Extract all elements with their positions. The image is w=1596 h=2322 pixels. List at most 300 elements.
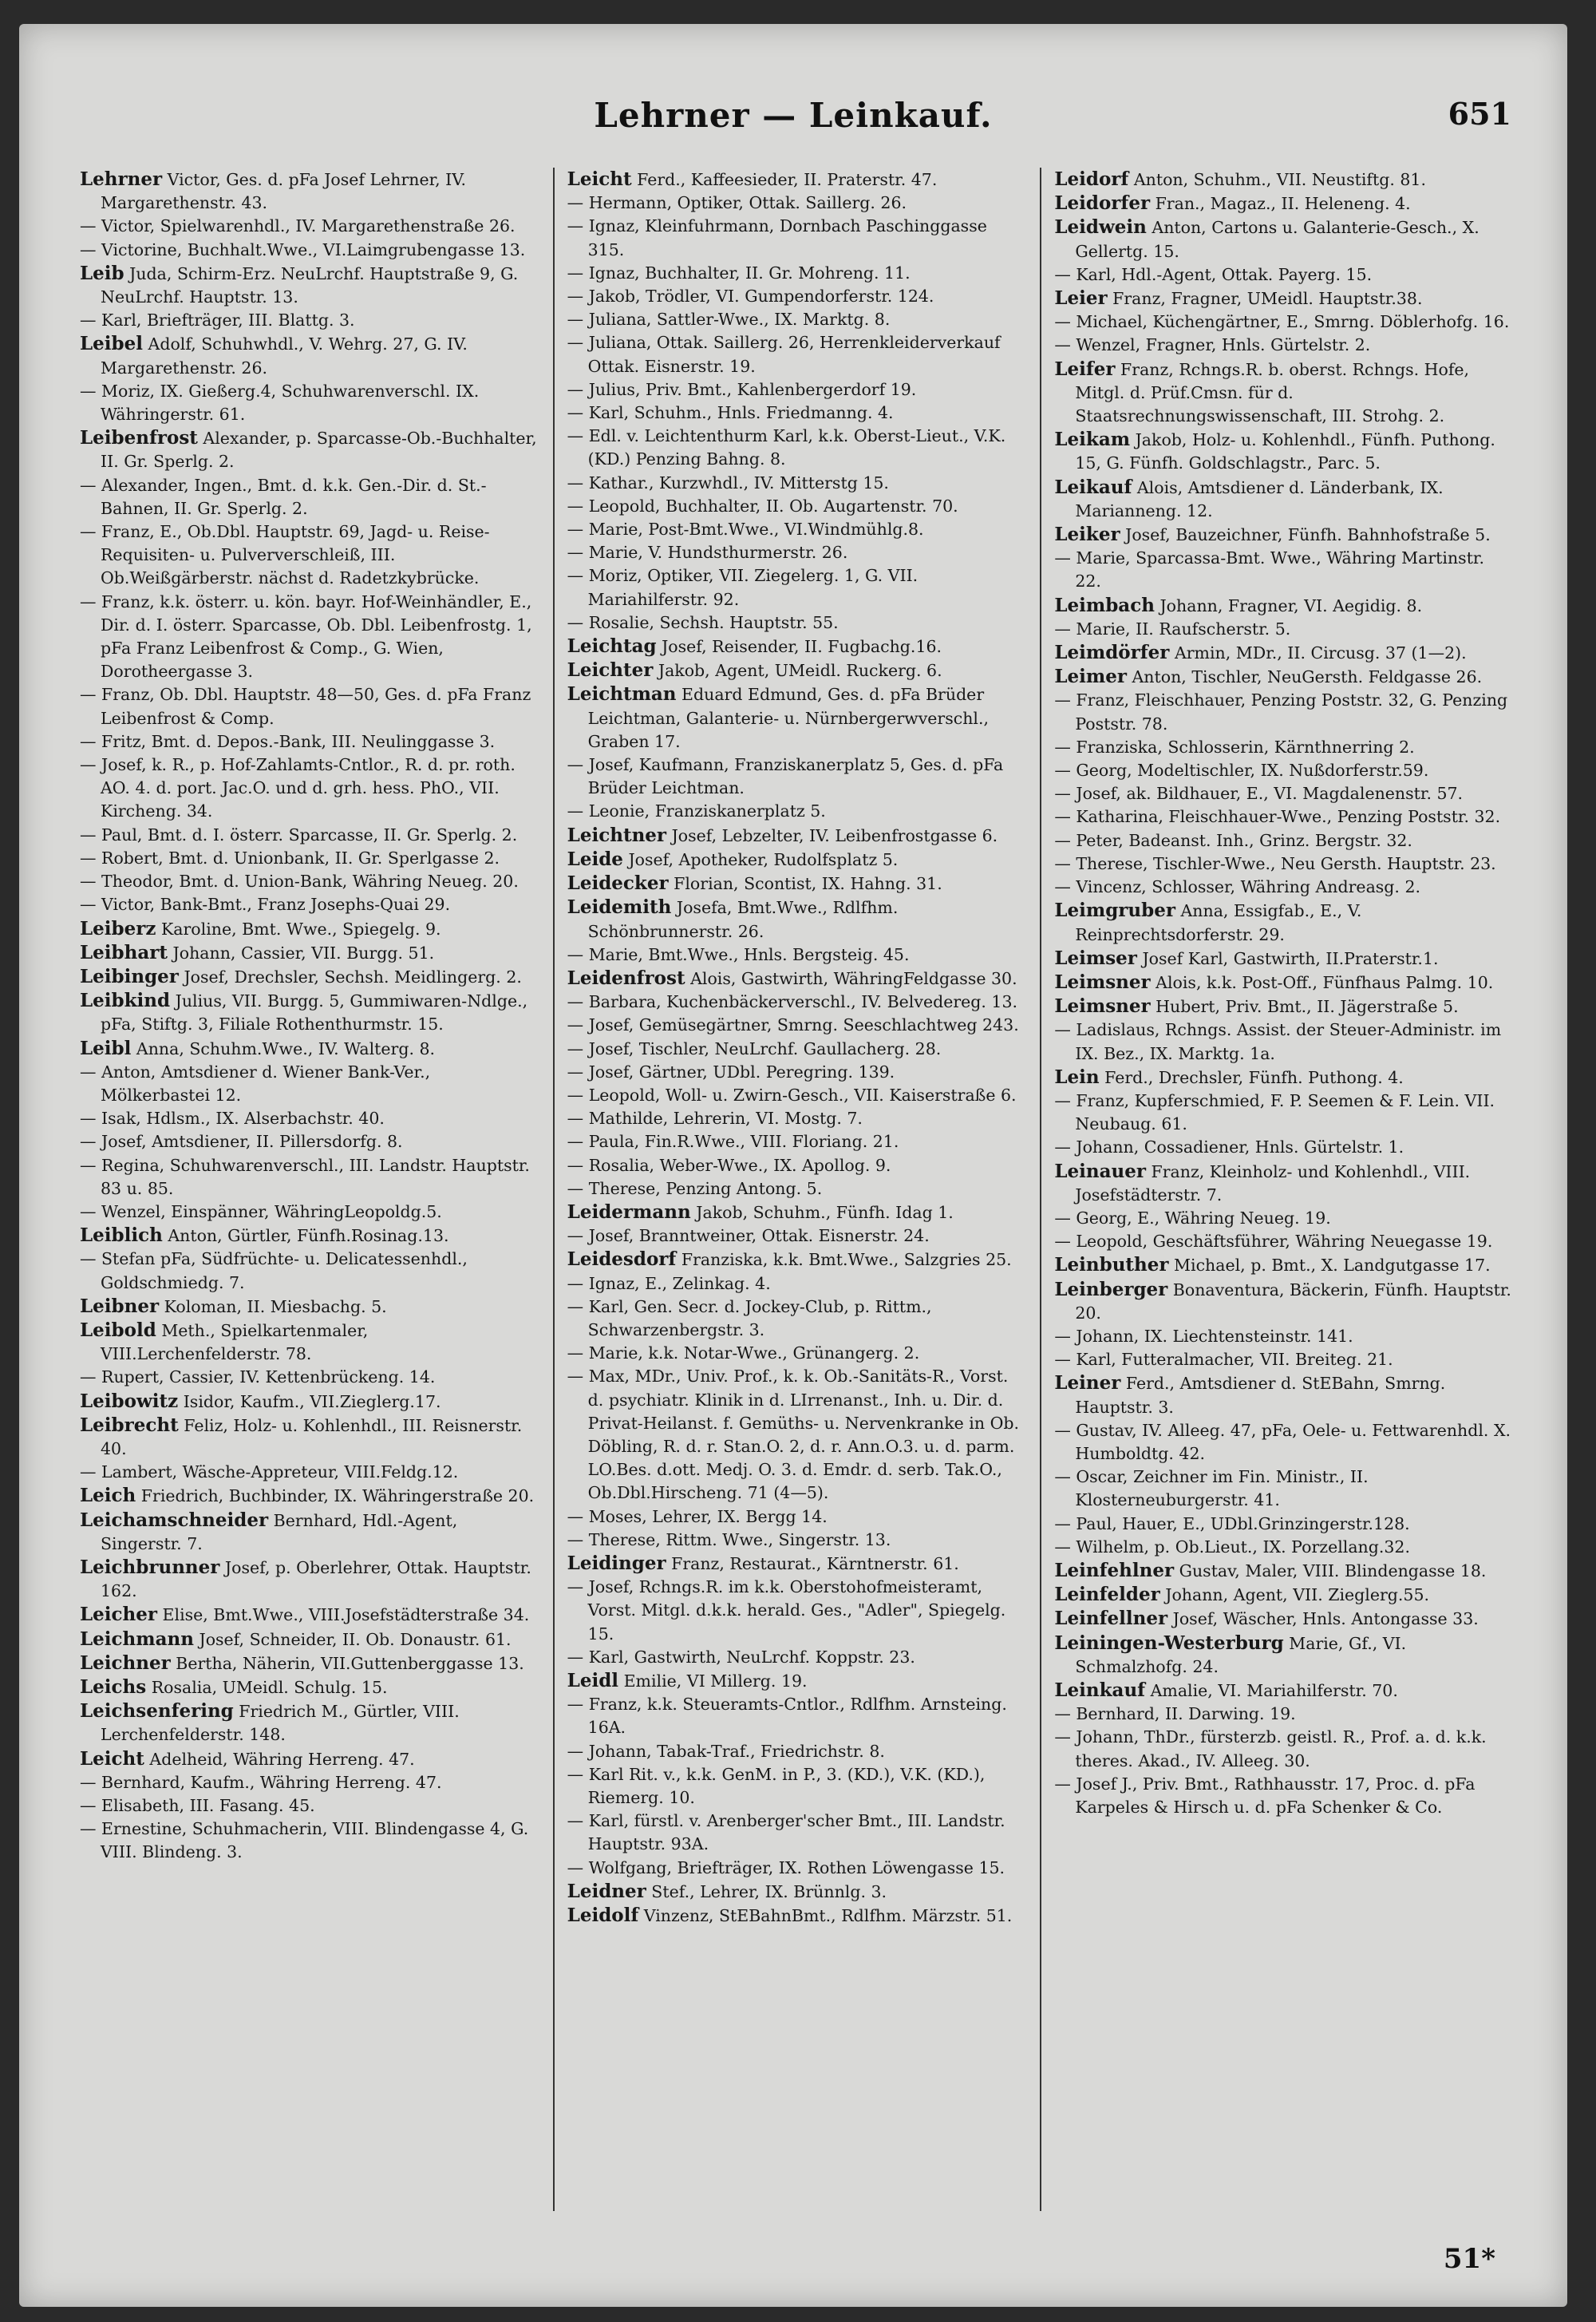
entry-details: Franz, k.k. österr. u. kön. bayr. Hof-Weinhändler, E., Dir. d. I. österr. Sparcasse, Ob. Dbl. Leibenfrostg. 1, pFa Franz Leibenfrost & Comp., G. Wien, Dorotheergasse 3. <box>96 591 532 682</box>
entry-details: Armin, MDr., II. Circusg. 37 (1—2). <box>1169 643 1467 663</box>
entry-details: Therese, Rittm. Wwe., Singerstr. 13. <box>583 1529 891 1549</box>
entry-surname: — <box>1054 1420 1071 1440</box>
entry-details: Johann, Fragner, VI. Aegidig. 8. <box>1154 595 1423 615</box>
directory-entry <box>567 1904 1028 1928</box>
directory-entry <box>1054 263 1515 287</box>
directory-entry <box>1054 1278 1515 1325</box>
directory-entry <box>80 824 540 847</box>
directory-entry <box>80 1484 540 1508</box>
directory-entry <box>80 215 540 238</box>
entry-details: Leopold, Woll- u. Zwirn-Gesch., VII. Kaiserstraße 6. <box>583 1085 1017 1105</box>
directory-entry <box>1054 782 1515 805</box>
entry-details: Juliana, Sattler-Wwe., IX. Marktg. 8. <box>583 310 891 330</box>
column-left <box>67 168 553 2211</box>
entry-details: Josef, Apotheker, Rudolfsplatz 5. <box>622 849 899 869</box>
entry-surname: — <box>80 1249 97 1269</box>
entry-surname: — <box>80 522 97 542</box>
entry-details: Marie, Bmt.Wwe., Hnls. Bergsteig. 45. <box>583 944 910 964</box>
directory-entry <box>567 472 1028 495</box>
entry-details: Karl, Gen. Secr. d. Jockey-Club, p. Rittm., Schwarzenbergstr. 3. <box>583 1296 932 1339</box>
entry-surname: — <box>1054 1704 1071 1724</box>
entry-details: Franz, Fleischhauer, Penzing Poststr. 32, G. Penzing Poststr. 78. <box>1070 690 1508 734</box>
entry-surname: Leichs <box>80 1676 147 1698</box>
entry-surname: Leinfehlner <box>1054 1559 1175 1581</box>
directory-entry <box>567 331 1028 378</box>
directory-entry <box>1054 1348 1515 1371</box>
directory-entry <box>1054 899 1515 946</box>
entry-surname: — <box>567 1178 584 1198</box>
entry-details: Victor, Spielwarenhdl., IV. Margarethenstraße 26. <box>96 216 516 236</box>
entry-details: Victorine, Buchhalt.Wwe., VI.Laimgrubengasse 13. <box>96 239 526 259</box>
entry-details: Friedrich, Buchbinder, IX. Währingerstraße 20. <box>136 1486 535 1506</box>
entry-details: Josef, Wäscher, Hnls. Antongasse 33. <box>1167 1609 1479 1629</box>
directory-entry <box>567 495 1028 518</box>
directory-entry <box>80 332 540 379</box>
entry-surname: — <box>567 1529 584 1549</box>
entry-details: Jakob, Schuhm., Fünfh. Idag 1. <box>690 1202 954 1222</box>
directory-entry <box>1054 829 1515 852</box>
entry-surname: — <box>80 1062 97 1082</box>
entry-surname: Leichbrunner <box>80 1556 220 1578</box>
entry-surname: — <box>1054 1326 1071 1346</box>
entry-details: Ferd., Kaffeesieder, II. Praterstr. 47. <box>631 170 938 189</box>
entry-details: Barbara, Kuchenbäckerverschl., IV. Belvedereg. 13. <box>583 992 1018 1012</box>
directory-entry <box>567 564 1028 611</box>
entry-details: Michael, p. Bmt., X. Landgutgasse 17. <box>1168 1256 1491 1276</box>
directory-entry <box>1054 665 1515 689</box>
entry-details: Wilhelm, p. Ob.Lieut., IX. Porzellang.32. <box>1070 1537 1410 1557</box>
directory-entry <box>1054 1090 1515 1136</box>
directory-entry <box>567 1342 1028 1365</box>
directory-entry <box>80 1414 540 1461</box>
directory-columns <box>67 168 1527 2211</box>
directory-entry <box>567 1505 1028 1529</box>
directory-entry <box>1054 358 1515 429</box>
entry-surname: Leimer <box>1054 666 1127 688</box>
entry-details: Franz, k.k. Steueramts-Cntlor., Rdlfhm. Arnsteing. 16A. <box>583 1695 1007 1738</box>
entry-surname: — <box>567 566 584 586</box>
entry-details: Josefa, Bmt.Wwe., Rdlfhm. Schönbrunnerstr. 26. <box>587 898 899 941</box>
entry-details: Emilie, VI Millerg. 19. <box>618 1671 808 1691</box>
directory-entry <box>567 1038 1028 1061</box>
entry-details: Anna, Essigfab., E., V. Reinprechtsdorferstr. 29. <box>1075 901 1362 944</box>
entry-details: Karl, Hdl.-Agent, Ottak. Payerg. 15. <box>1070 264 1373 284</box>
entry-surname: Leiblich <box>80 1224 163 1247</box>
entry-details: Peter, Badeanst. Inh., Grinz. Bergstr. 32. <box>1070 830 1412 850</box>
entry-details: Fritz, Bmt. d. Depos.-Bank, III. Neulinggasse 3. <box>96 731 496 751</box>
directory-entry <box>1054 1726 1515 1772</box>
entry-surname: — <box>1054 761 1071 781</box>
entry-details: Josef, Schneider, II. Ob. Donaustr. 61. <box>193 1629 512 1649</box>
entry-details: Hermann, Optiker, Ottak. Saillerg. 26. <box>583 193 907 213</box>
entry-details: Amalie, VI. Mariahilferstr. 70. <box>1145 1681 1398 1700</box>
entry-surname: Leimser <box>1054 947 1137 969</box>
entry-surname: — <box>1054 1137 1071 1157</box>
entry-surname: — <box>80 311 97 330</box>
entry-details: Wenzel, Fragner, Hnls. Gürtelstr. 2. <box>1070 335 1371 355</box>
entry-surname: Leier <box>1054 287 1108 310</box>
entry-surname: — <box>567 1226 584 1246</box>
entry-surname: — <box>567 1015 584 1035</box>
entry-surname: — <box>567 473 584 492</box>
entry-details: Franz, Kupferschmied, F. P. Seemen & F. Lein. VII. Neubaug. 61. <box>1070 1090 1495 1134</box>
directory-entry <box>80 1461 540 1484</box>
directory-entry <box>80 1248 540 1294</box>
directory-entry <box>80 1390 540 1414</box>
entry-surname: — <box>1054 1774 1071 1794</box>
directory-entry <box>1054 689 1515 735</box>
entry-surname: — <box>1054 1020 1071 1040</box>
entry-details: Marie, V. Hundsthurmerstr. 26. <box>583 543 848 563</box>
directory-entry <box>1054 547 1515 593</box>
directory-entry <box>1054 1160 1515 1207</box>
entry-surname: — <box>567 193 584 213</box>
directory-entry <box>567 824 1028 848</box>
entry-surname: Leichtag <box>567 635 657 658</box>
directory-entry <box>567 1295 1028 1342</box>
entry-surname: Leimsner <box>1054 995 1151 1018</box>
directory-entry <box>567 1084 1028 1107</box>
entry-surname: — <box>1054 1350 1071 1370</box>
directory-entry <box>80 965 540 989</box>
entry-details: Josef Karl, Gastwirth, II.Praterstr.1. <box>1136 948 1439 968</box>
entry-surname: — <box>567 426 584 446</box>
entry-surname: — <box>80 1132 97 1152</box>
directory-entry <box>80 683 540 730</box>
entry-surname: Leicher <box>80 1604 158 1626</box>
entry-details: Meth., Spielkartenmaler, VIII.Lerchenfelderstr. 78. <box>101 1320 369 1364</box>
directory-entry <box>1054 1066 1515 1090</box>
entry-details: Anton, Amtsdiener d. Wiener Bank-Ver., Mölkerbastei 12. <box>96 1062 431 1105</box>
directory-entry <box>80 591 540 684</box>
entry-details: Adolf, Schuhwhdl., V. Wehrg. 27, G. IV. Margarethenstr. 26. <box>101 334 468 378</box>
directory-entry <box>1054 1230 1515 1253</box>
entry-details: Josef, Rchngs.R. im k.k. Oberstohofmeisteramt, Vorst. Mitgl. d.k.k. herald. Ges., "Adler", Spiegelg. 15. <box>583 1577 1006 1644</box>
entry-surname: Leinauer <box>1054 1160 1146 1182</box>
entry-details: Gustav, Maler, VIII. Blindengasse 18. <box>1174 1561 1487 1580</box>
entry-surname: Leicht <box>567 168 632 190</box>
directory-entry <box>80 262 540 309</box>
entry-surname: — <box>80 1796 97 1816</box>
directory-entry <box>1054 1773 1515 1819</box>
entry-details: Marie, k.k. Notar-Wwe., Grünangerg. 2. <box>583 1343 920 1363</box>
entry-details: Friedrich M., Gürtler, VIII. Lerchenfelderstr. 148. <box>101 1702 460 1745</box>
entry-surname: — <box>567 310 584 330</box>
directory-entry <box>80 1201 540 1224</box>
directory-entry <box>567 192 1028 215</box>
entry-surname: — <box>80 872 97 892</box>
directory-entry <box>1054 852 1515 876</box>
signature-mark: 51* <box>1443 2243 1495 2275</box>
entry-details: Paul, Hauer, E., UDbl.Grinzingerstr.128. <box>1070 1513 1410 1533</box>
directory-entry <box>80 1699 540 1746</box>
directory-entry <box>1054 428 1515 475</box>
directory-entry <box>80 1130 540 1153</box>
directory-entry <box>80 730 540 754</box>
directory-entry <box>80 1652 540 1675</box>
entry-details: Moriz, Optiker, VII. Ziegelerg. 1, G. VII. Mariahilferstr. 92. <box>583 566 918 609</box>
entry-details: Franziska, Schlosserin, Kärnthnerring 2. <box>1070 737 1415 757</box>
directory-entry <box>567 635 1028 659</box>
entry-details: Franz, Ob. Dbl. Hauptstr. 48—50, Ges. d. pFa Franz Leibenfrost & Comp. <box>96 685 531 728</box>
entry-details: Franz, Restaurat., Kärntnerstr. 61. <box>666 1553 959 1573</box>
entry-surname: Leich <box>80 1485 136 1507</box>
entry-surname: Leibold <box>80 1319 156 1341</box>
entry-details: Josef J., Priv. Bmt., Rathhausstr. 17, Proc. d. pFa Karpeles & Hirsch u. d. pFa Schenker & Co. <box>1070 1774 1476 1818</box>
entry-surname: Leibenfrost <box>80 427 198 449</box>
directory-entry <box>567 1646 1028 1669</box>
directory-entry <box>80 917 540 941</box>
entry-details: Johann, IX. Liechtensteinstr. 141. <box>1070 1326 1353 1346</box>
entry-details: Alois, Gastwirth, WähringFeldgasse 30. <box>685 968 1017 988</box>
entry-surname: — <box>80 591 97 611</box>
directory-entry <box>1054 947 1515 971</box>
directory-entry <box>567 1576 1028 1646</box>
entry-details: Theodor, Bmt. d. Union-Bank, Währing Neueg. 20. <box>96 872 519 892</box>
entry-surname: — <box>567 1764 584 1784</box>
entry-surname: Leidwein <box>1054 216 1147 239</box>
entry-surname: — <box>1054 1467 1071 1487</box>
entry-details: Leopold, Geschäftsführer, Währing Neuegasse 19. <box>1070 1232 1493 1252</box>
entry-surname: Leibel <box>80 333 143 355</box>
entry-details: Gustav, IV. Alleeg. 47, pFa, Oele- u. Fettwarenhdl. X. Humboldtg. 42. <box>1070 1420 1511 1463</box>
entry-details: Karl, Schuhm., Hnls. Friedmanng. 4. <box>583 403 894 423</box>
entry-surname: — <box>567 216 584 236</box>
entry-surname: Leibl <box>80 1037 132 1059</box>
entry-surname: Leidemith <box>567 896 672 919</box>
entry-surname: — <box>567 1695 584 1715</box>
entry-details: Josef, ak. Bildhauer, E., VI. Magdalenenstr. 57. <box>1070 784 1464 804</box>
entry-details: Lambert, Wäsche-Appreteur, VIII.Feldg.12. <box>96 1462 459 1482</box>
directory-entry <box>567 1552 1028 1576</box>
directory-entry <box>80 989 540 1036</box>
entry-details: Ferd., Drechsler, Fünfh. Puthong. 4. <box>1099 1067 1404 1087</box>
directory-entry <box>1054 1419 1515 1466</box>
entry-details: Marie, Sparcassa-Bmt. Wwe., Währing Martinstr. 22. <box>1070 548 1484 591</box>
directory-entry <box>567 1061 1028 1084</box>
entry-details: Juliana, Ottak. Saillerg. 26, Herrenkleiderverkauf Ottak. Eisnerstr. 19. <box>583 333 1001 376</box>
entry-surname: — <box>567 944 584 964</box>
directory-entry <box>567 425 1028 471</box>
directory-entry <box>1054 476 1515 523</box>
entry-surname: — <box>567 1506 584 1526</box>
directory-entry <box>80 1818 540 1864</box>
entry-surname: — <box>1054 853 1071 873</box>
directory-entry <box>567 1740 1028 1763</box>
entry-details: Moriz, IX. Gießerg.4, Schuhwarenverschl. IX. Währingerstr. 61. <box>96 381 480 425</box>
entry-details: Wenzel, Einspänner, WähringLeopoldg.5. <box>96 1201 442 1221</box>
entry-details: Kathar., Kurzwhdl., IV. Mitterstg 15. <box>583 473 889 492</box>
entry-details: Rosalie, Sechsh. Hauptstr. 55. <box>583 612 839 632</box>
entry-details: Ernestine, Schuhmacherin, VIII. Blindengasse 4, G. VIII. Blindeng. 3. <box>96 1819 529 1862</box>
entry-surname: — <box>567 263 584 283</box>
entry-details: Rupert, Cassier, IV. Kettenbrückeng. 14. <box>96 1367 436 1387</box>
entry-details: Victor, Bank-Bmt., Franz Josephs-Quai 29. <box>96 895 451 915</box>
entry-surname: — <box>567 1085 584 1105</box>
entry-details: Anton, Gürtler, Fünfh.Rosinag.13. <box>162 1226 449 1246</box>
directory-entry <box>1054 1019 1515 1065</box>
entry-details: Bertha, Näherin, VII.Guttenberggasse 13. <box>170 1653 524 1673</box>
entry-surname: Leimsner <box>1054 971 1151 993</box>
directory-entry <box>567 1763 1028 1810</box>
entry-surname: Leichner <box>80 1652 171 1674</box>
entry-details: Alois, k.k. Post-Off., Fünfhaus Palmg. 10. <box>1150 972 1494 992</box>
entry-details: Johann, Agent, VII. Zieglerg.55. <box>1159 1585 1430 1605</box>
directory-entry <box>80 754 540 824</box>
entry-surname: Leinfellner <box>1054 1608 1168 1630</box>
entry-details: Marie, II. Raufscherstr. 5. <box>1070 619 1291 639</box>
entry-details: Moses, Lehrer, IX. Bergg 14. <box>583 1506 828 1526</box>
entry-details: Josef, Drechsler, Sechsh. Meidlingerg. 2. <box>178 967 522 987</box>
entry-details: Ignaz, Buchhalter, II. Gr. Mohreng. 11. <box>583 263 911 283</box>
directory-entry <box>567 1669 1028 1693</box>
directory-entry <box>567 1365 1028 1505</box>
entry-details: Franziska, k.k. Bmt.Wwe., Salzgries 25. <box>676 1250 1012 1270</box>
entry-surname: — <box>567 992 584 1012</box>
entry-details: Mathilde, Lehrerin, VI. Mostg. 7. <box>583 1109 863 1129</box>
directory-entry <box>80 1366 540 1389</box>
entry-surname: Leikam <box>1054 429 1131 451</box>
entry-details: Alois, Amtsdiener d. Länderbank, IX. Marianneng. 12. <box>1075 477 1444 520</box>
entry-surname: — <box>80 239 97 259</box>
directory-entry <box>1054 995 1515 1019</box>
directory-entry <box>1054 805 1515 829</box>
entry-details: Josef, Amtsdiener, II. Pillersdorfg. 8. <box>96 1132 403 1152</box>
entry-surname: Leinbuther <box>1054 1254 1169 1276</box>
directory-entry <box>1054 192 1515 216</box>
entry-details: Julius, Priv. Bmt., Kahlenbergerdorf 19. <box>583 379 917 399</box>
directory-entry <box>1054 1136 1515 1159</box>
entry-details: Karl Rit. v., k.k. GenM. in P., 3. (KD.), V.K. (KD.), Riemerg. 10. <box>583 1764 986 1808</box>
entry-details: Georg, Modeltischler, IX. Nußdorferstr.59. <box>1070 761 1429 781</box>
directory-entry <box>1054 216 1515 263</box>
directory-entry <box>567 402 1028 425</box>
entry-surname: Lein <box>1054 1066 1100 1088</box>
entry-surname: — <box>1054 1208 1071 1228</box>
column-right <box>1040 168 1527 2211</box>
entry-details: Wolfgang, Briefträger, IX. Rothen Löwengasse 15. <box>583 1857 1005 1877</box>
entry-details: Johann, ThDr., fürsterzb. geistl. R., Prof. a. d. k.k. theres. Akad., IV. Alleeg. 30. <box>1070 1727 1487 1770</box>
entry-details: Bernhard, Kaufm., Währing Herreng. 47. <box>96 1772 442 1792</box>
entry-surname: Leidenfrost <box>567 967 685 989</box>
directory-entry <box>1054 523 1515 547</box>
entry-surname: — <box>567 379 584 399</box>
directory-entry <box>80 1509 540 1556</box>
entry-surname: Leide <box>567 848 623 870</box>
entry-surname: Leikauf <box>1054 476 1132 498</box>
entry-surname: Leibrecht <box>80 1414 179 1436</box>
entry-details: Marie, Gf., VI. Schmalzhofg. 24. <box>1075 1633 1407 1676</box>
directory-entry <box>80 1037 540 1061</box>
entry-surname: — <box>80 475 97 495</box>
entry-details: Katharina, Fleischhauer-Wwe., Penzing Poststr. 32. <box>1070 807 1501 827</box>
entry-surname: Leiberz <box>80 917 156 939</box>
directory-entry <box>567 659 1028 682</box>
entry-details: Johann, Cossadiener, Hnls. Gürtelstr. 1. <box>1070 1137 1404 1157</box>
directory-entry <box>1054 1583 1515 1607</box>
directory-entry <box>567 611 1028 635</box>
entry-details: Elisabeth, III. Fasang. 45. <box>96 1796 315 1816</box>
entry-details: Franz, Rchngs.R. b. oberst. Rchngs. Hofe, Mitgl. d. Prüf.Cmsn. für d. Staatsrechnungswissenschaft, III. Strohg. 2. <box>1075 359 1470 426</box>
directory-entry <box>567 943 1028 967</box>
entry-surname: Leib <box>80 262 124 284</box>
entry-details: Paul, Bmt. d. I. österr. Sparcasse, II. Gr. Sperlg. 2. <box>96 825 518 845</box>
entry-surname: — <box>1054 690 1071 710</box>
entry-surname: — <box>567 801 584 821</box>
entry-details: Ferd., Amtsdiener d. StEBahn, Smrng. Hauptstr. 3. <box>1075 1374 1446 1417</box>
entry-surname: — <box>80 1367 97 1387</box>
directory-entry <box>567 896 1028 943</box>
directory-entry <box>80 474 540 520</box>
entry-details: Therese, Penzing Antong. 5. <box>583 1178 823 1198</box>
entry-surname: Leidl <box>567 1670 619 1691</box>
entry-surname: Leifer <box>1054 358 1116 380</box>
entry-details: Alexander, Ingen., Bmt. d. k.k. Gen.-Dir. d. St.-Bahnen, II. Gr. Sperlg. 2. <box>96 475 487 518</box>
entry-details: Josef, Bauzeichner, Fünfh. Bahnhofstraße 5. <box>1120 525 1491 545</box>
directory-entry <box>567 1130 1028 1153</box>
entry-details: Franz, Fragner, UMeidl. Hauptstr.38. <box>1107 289 1423 309</box>
directory-entry <box>567 1014 1028 1037</box>
entry-details: Josef, p. Oberlehrer, Ottak. Hauptstr. 162. <box>101 1557 531 1601</box>
entry-details: Stefan pFa, Südfrüchte- u. Delicatessenhdl., Goldschmiedg. 7. <box>96 1249 468 1292</box>
directory-entry <box>80 1224 540 1248</box>
directory-entry <box>567 308 1028 331</box>
entry-details: Feliz, Holz- u. Kohlenhdl., III. Reisnerstr. 40. <box>101 1415 523 1458</box>
directory-entry <box>567 1857 1028 1880</box>
entry-surname: — <box>567 333 584 353</box>
entry-details: Anna, Schuhm.Wwe., IV. Walterg. 8. <box>131 1038 436 1058</box>
directory-entry <box>80 847 540 870</box>
directory-entry <box>1054 1371 1515 1418</box>
directory-entry <box>1054 641 1515 665</box>
directory-entry <box>567 872 1028 896</box>
directory-entry <box>1054 1559 1515 1583</box>
directory-entry <box>567 1177 1028 1201</box>
directory-entry <box>1054 311 1515 334</box>
directory-entry <box>567 1529 1028 1552</box>
entry-surname: Leimbach <box>1054 594 1155 616</box>
directory-entry <box>1054 876 1515 899</box>
entry-surname: — <box>1054 807 1071 827</box>
entry-surname: — <box>1054 877 1071 897</box>
entry-details: Max, MDr., Univ. Prof., k. k. Ob.-Sanitäts-R., Vorst. d. psychiatr. Klinik in d. LIrrenanst., Inh. u. Dir. d. Privat-Heilanst. f. Gemüths- u. Nervenkranke in Ob. Döbling, R. d. r. Stan.O. 2, d. r. Ann.O.3. u. d. parm. LO.Bes. d.ott. Medj. O. 3. d. Emdr. d. serb. Tak.O., Ob.Dbl.Hirscheng. 71 (4—5). <box>583 1367 1020 1503</box>
directory-page <box>19 24 1567 2307</box>
entry-details: Josef, Gärtner, UDbl. Peregring. 139. <box>583 1062 895 1082</box>
directory-entry <box>1054 1679 1515 1703</box>
entry-surname: Leichmann <box>80 1628 194 1650</box>
entry-surname: Lehrner <box>80 168 163 190</box>
entry-surname: — <box>1054 619 1071 639</box>
entry-surname: — <box>567 287 584 307</box>
entry-details: Hubert, Priv. Bmt., II. Jägerstraße 5. <box>1150 997 1459 1017</box>
entry-details: Therese, Tischler-Wwe., Neu Gersth. Hauptstr. 23. <box>1070 853 1496 873</box>
entry-surname: Leichtner <box>567 824 667 846</box>
directory-entry <box>1054 618 1515 641</box>
entry-details: Alexander, p. Sparcasse-Ob.-Buchhalter, II. Gr. Sperlg. 2. <box>101 429 537 472</box>
entry-details: Josef, Branntweiner, Ottak. Eisnerstr. 24. <box>583 1226 930 1246</box>
entry-details: Regina, Schuhwarenverschl., III. Landstr. Hauptstr. 83 u. 85. <box>96 1155 530 1198</box>
directory-entry <box>80 168 540 215</box>
directory-entry <box>80 1771 540 1794</box>
directory-entry <box>1054 1325 1515 1348</box>
directory-entry <box>567 1201 1028 1224</box>
entry-details: Ignaz, Kleinfuhrmann, Dornbach Paschinggasse 315. <box>583 216 987 259</box>
directory-entry <box>567 262 1028 285</box>
directory-entry <box>80 239 540 262</box>
entry-details: Franz, Kleinholz- und Kohlenhdl., VIII. Josefstädterstr. 7. <box>1075 1161 1471 1205</box>
entry-surname: — <box>567 1367 584 1386</box>
directory-entry <box>567 967 1028 991</box>
